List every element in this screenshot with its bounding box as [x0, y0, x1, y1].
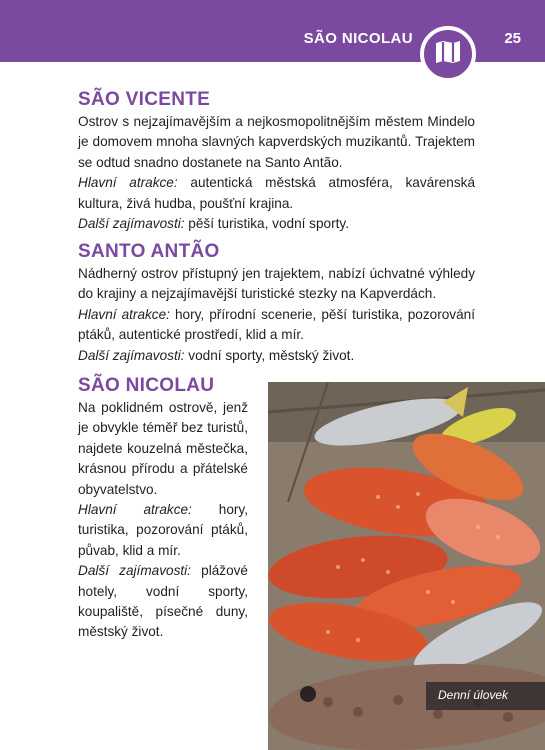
- other-attractions-label: Další zajímavosti:: [78, 216, 185, 232]
- other-attractions: [78, 214, 475, 234]
- other-attractions-text: plážové hotely, vodní sporty, koupaliště, písečné duny, městský život.: [78, 563, 248, 640]
- section-heading-sao-vicente: SÃO VICENTE: [78, 89, 211, 110]
- map-icon: [435, 40, 461, 69]
- main-attractions-label: Hlavní atrakce:: [78, 502, 192, 518]
- header-title: SÃO NICOLAU: [303, 30, 413, 47]
- section-text-sao-vicente: [78, 112, 475, 234]
- main-attractions-label: Hlavní atrakce:: [78, 306, 170, 322]
- main-attractions: [78, 500, 248, 561]
- other-attractions: [78, 346, 475, 366]
- main-attractions: [78, 173, 475, 214]
- main-attractions-text: hory, turistika, pozorování ptáků, půvab, klid a mír.: [78, 502, 248, 558]
- other-attractions-label: Další zajímavosti:: [78, 347, 185, 363]
- section-text-santo-antao: [78, 264, 475, 366]
- main-attractions-text: hory, přírodní scenerie, pěší turistika, pozorování ptáků, autentické prostředí, klid a mír.: [78, 306, 475, 343]
- section-body: Ostrov s nejzajímavějším a nejkosmopolitnějším městem Mindelo je domovem mnoha slavných kapverdských muzikantů. Trajektem se odtud snadno dostanete na Santo Antão.: [78, 114, 475, 170]
- section-body: Na poklidném ostrově, jenž je obvykle téměř bez turistů, najdete kouzelná městečka, krásnou přírodu a přátelské obyvatelstvo.: [78, 400, 248, 497]
- section-text-sao-nicolau: [78, 398, 248, 643]
- page-number: 25: [504, 30, 521, 47]
- section-heading-santo-antao: SANTO ANTÃO: [78, 241, 220, 262]
- other-attractions-text: vodní sporty, městský život.: [184, 347, 355, 363]
- main-attractions-text: autentická městská atmosféra, kavárenská kultura, živá hudba, poušťní krajina.: [78, 175, 476, 211]
- main-attractions-label: Hlavní atrakce:: [78, 175, 178, 191]
- other-attractions-text: pěší turistika, vodní sporty.: [184, 216, 349, 232]
- section-body: Nádherný ostrov přístupný jen trajektem, nabízí úchvatné výhledy do krajiny a nejzajímavější turistické stezky na Kapverdách.: [78, 266, 475, 302]
- other-attractions: [78, 561, 248, 643]
- section-heading-sao-nicolau: SÃO NICOLAU: [78, 375, 215, 396]
- map-badge: [420, 26, 476, 82]
- other-attractions-label: Další zajímavosti:: [78, 563, 191, 579]
- photo-caption: Denní úlovek: [438, 688, 509, 702]
- photo-caption-box: [426, 682, 545, 710]
- main-attractions: [78, 305, 475, 346]
